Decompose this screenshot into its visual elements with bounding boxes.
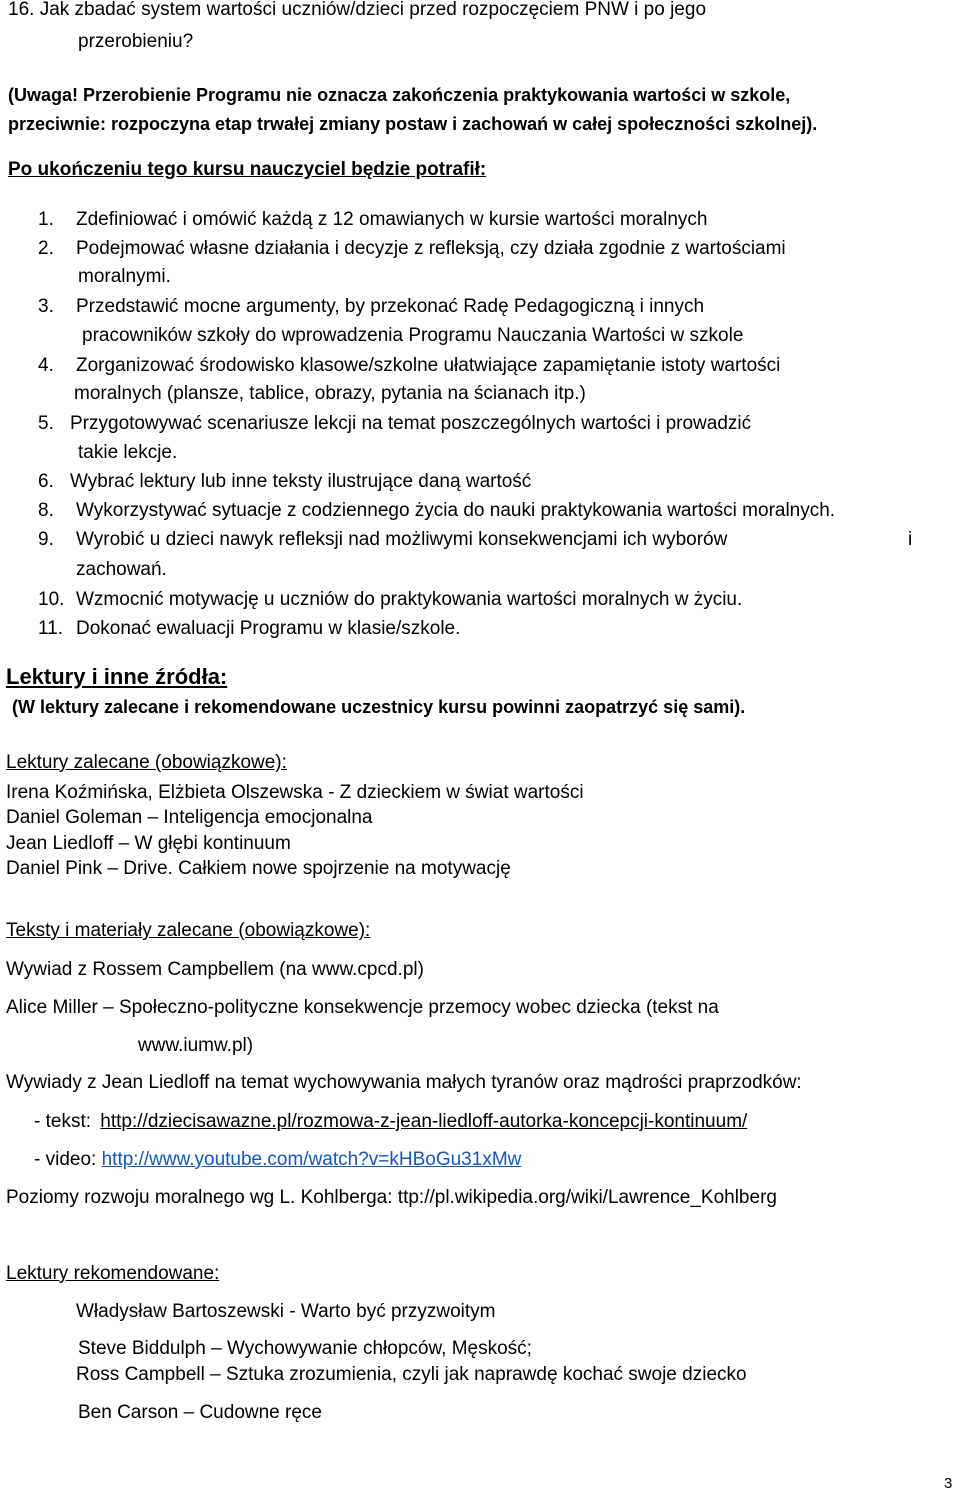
outcome-2-text: Podejmować własne działania i decyzje z refleksją, czy działa zgodnie z wartościami	[76, 238, 786, 259]
recommended-heading: Lektury rekomendowane:	[6, 1263, 220, 1284]
required-item: Irena Koźmińska, Elżbieta Olszewska - Z dzieckiem w świat wartości	[6, 782, 584, 803]
outcome-6-num: 6.	[38, 471, 54, 492]
text-link[interactable]: http://dziecisawazne.pl/rozmowa-z-jean-liedloff-autorka-koncepcji-kontinuum/	[100, 1111, 748, 1132]
required-item: Daniel Pink – Drive. Całkiem nowe spojrzenie na motywację	[6, 858, 511, 879]
outcome-1-text: Zdefiniować i omówić każdą z 12 omawianych w kursie wartości moralnych	[76, 209, 708, 230]
video-line	[34, 1150, 521, 1169]
sources-heading: Lektury i inne źródła:	[6, 664, 228, 689]
outcome-10-num: 10.	[38, 589, 65, 610]
outcome-8-num: 8.	[38, 500, 54, 521]
video-prefix: - video:	[34, 1149, 102, 1170]
outcome-2-num: 2.	[38, 238, 54, 259]
note-line2: przeciwnie: rozpoczyna etap trwałej zmiany postaw i zachowań w całej społeczności szkolnej).	[8, 114, 818, 134]
outcome-9-num: 9.	[38, 529, 54, 550]
outcome-5-text: Przygotowywać scenariusze lekcji na temat poszczególnych wartości i prowadzić	[70, 413, 752, 434]
page-number: 3	[944, 1475, 953, 1492]
texts-heading: Teksty i materiały zalecane (obowiązkowe):	[6, 920, 371, 941]
text-miller-line1: Alice Miller – Społeczno-polityczne konsekwencje przemocy wobec dziecka (tekst na	[6, 997, 719, 1018]
text-line	[34, 1112, 747, 1131]
recommended-item: Władysław Bartoszewski - Warto być przyzwoitym	[76, 1301, 496, 1322]
outcome-4-text: Zorganizować środowisko klasowe/szkolne ułatwiające zapamiętanie istoty wartości	[76, 355, 781, 376]
outcome-9-text-cont: zachowań.	[76, 559, 167, 580]
outcome-11-text: Dokonać ewaluacji Programu w klasie/szkole.	[76, 618, 461, 639]
outcome-3-num: 3.	[38, 296, 54, 317]
video-link[interactable]: http://www.youtube.com/watch?v=kHBoGu31xMw	[101, 1149, 522, 1170]
outcomes-heading: Po ukończeniu tego kursu nauczyciel będzie potrafił:	[8, 159, 487, 180]
text-prefix: - tekst:	[34, 1111, 97, 1132]
outcome-5-num: 5.	[38, 413, 54, 434]
text-interview: Wywiad z Rossem Campbellem (na www.cpcd.pl)	[6, 959, 424, 980]
sources-note: (W lektury zalecane i rekomendowane uczestnicy kursu powinni zaopatrzyć się sami).	[12, 697, 746, 717]
outcome-3-text-cont: pracowników szkoły do wprowadzenia Programu Nauczania Wartości w szkole	[82, 325, 744, 346]
outcome-3-text: Przedstawić mocne argumenty, by przekonać Radę Pedagogiczną i innych	[76, 296, 705, 317]
outcome-4-text-cont: moralnych (plansze, tablice, obrazy, pytania na ścianach itp.)	[74, 383, 586, 404]
outcome-6-text: Wybrać lektury lub inne teksty ilustrujące daną wartość	[70, 471, 532, 492]
recommended-item: Steve Biddulph – Wychowywanie chłopców, Męskość;	[78, 1338, 532, 1359]
required-heading: Lektury zalecane (obowiązkowe):	[6, 752, 287, 773]
recommended-item: Ross Campbell – Sztuka zrozumienia, czyli jak naprawdę kochać swoje dziecko	[76, 1364, 747, 1385]
outcome-2-text-cont: moralnymi.	[78, 266, 171, 287]
question-16-line1: 16. Jak zbadać system wartości uczniów/dzieci przed rozpoczęciem PNW i po jego	[8, 0, 707, 20]
text-liedloff: Wywiady z Jean Liedloff na temat wychowywania małych tyranów oraz mądrości praprzodków:	[6, 1072, 802, 1093]
recommended-item: Ben Carson – Cudowne ręce	[78, 1402, 322, 1423]
outcome-9-extra: i	[908, 529, 913, 550]
outcome-4-num: 4.	[38, 355, 54, 376]
outcome-10-text: Wzmocnić motywację u uczniów do praktykowania wartości moralnych w życiu.	[76, 589, 743, 610]
outcome-11-num: 11.	[38, 618, 64, 639]
required-item: Jean Liedloff – W głębi kontinuum	[6, 833, 291, 854]
outcome-1-num: 1.	[38, 209, 54, 230]
question-16-line2: przerobieniu?	[78, 31, 194, 52]
required-item: Daniel Goleman – Inteligencja emocjonalna	[6, 807, 373, 828]
note-line1: (Uwaga! Przerobienie Programu nie oznacza zakończenia praktykowania wartości w szkole,	[8, 85, 791, 105]
outcome-9-text: Wyrobić u dzieci nawyk refleksji nad możliwymi konsekwencjami ich wyborów	[76, 529, 728, 550]
text-kohlberg: Poziomy rozwoju moralnego wg L. Kohlberga: ttp://pl.wikipedia.org/wiki/Lawrence_Kohlberg	[6, 1187, 777, 1208]
outcome-8-text: Wykorzystywać sytuacje z codziennego życia do nauki praktykowania wartości moralnych.	[76, 500, 836, 521]
text-miller-line2: www.iumw.pl)	[138, 1035, 254, 1056]
outcome-5-text-cont: takie lekcje.	[78, 442, 178, 463]
